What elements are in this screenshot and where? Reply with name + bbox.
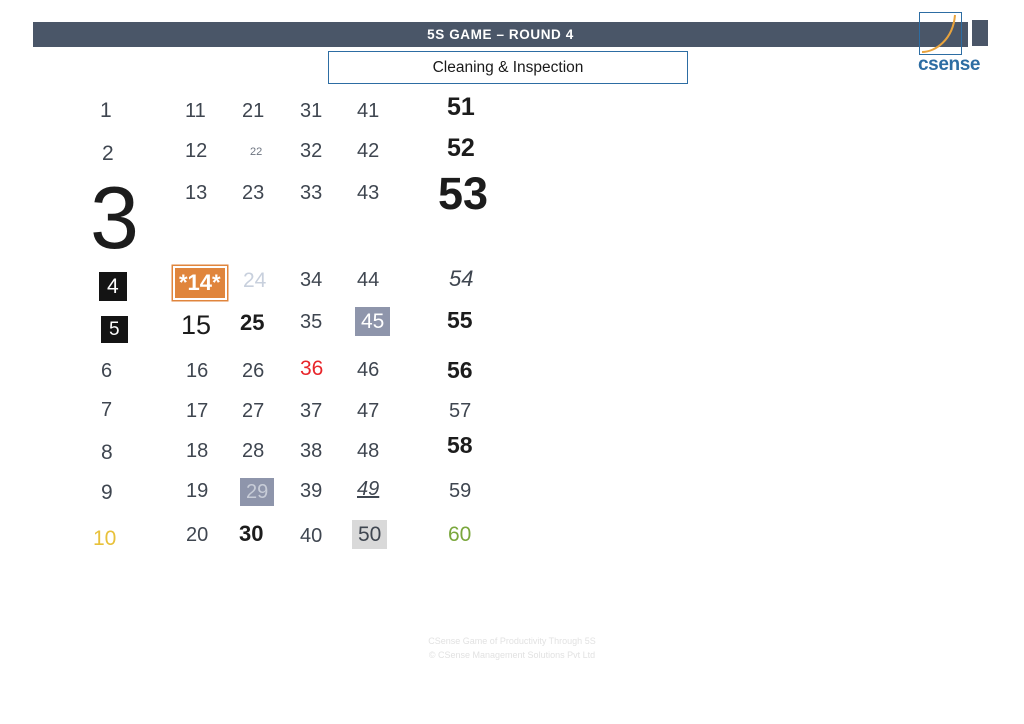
footer-line-2: © CSense Management Solutions Pvt Ltd	[428, 650, 596, 660]
grid-number-label: 31	[300, 100, 323, 122]
grid-number-46[interactable]	[357, 360, 379, 380]
grid-number-label: 30	[239, 521, 264, 546]
grid-number-label: 10	[93, 527, 117, 550]
round-theme-label: Cleaning & Inspection	[432, 58, 584, 76]
brand-logo	[910, 12, 990, 74]
grid-number-52[interactable]	[447, 136, 475, 161]
number-grid	[80, 90, 550, 570]
grid-number-8[interactable]	[101, 442, 113, 463]
grid-number-label: 59	[449, 480, 472, 502]
grid-number-label: 42	[357, 140, 380, 162]
grid-number-label: 48	[357, 440, 380, 462]
grid-number-35[interactable]	[300, 312, 322, 332]
grid-number-6[interactable]	[101, 361, 112, 381]
grid-number-18[interactable]	[186, 441, 208, 461]
grid-number-label: 2	[102, 142, 114, 165]
grid-number-label: 4	[107, 275, 119, 298]
grid-number-label: 26	[242, 360, 265, 382]
grid-number-label: 37	[300, 400, 323, 422]
grid-number-label: 3	[90, 168, 139, 267]
grid-number-label: 21	[242, 100, 265, 122]
grid-number-27[interactable]	[242, 401, 264, 421]
grid-number-label: 8	[101, 441, 113, 464]
grid-number-40[interactable]	[300, 526, 322, 546]
grid-number-16[interactable]	[186, 361, 208, 381]
grid-number-12[interactable]	[185, 141, 207, 161]
grid-number-label: 47	[357, 400, 380, 422]
grid-number-label: 57	[449, 400, 472, 422]
grid-number-19[interactable]	[186, 481, 208, 501]
grid-number-label: 52	[447, 134, 475, 162]
grid-number-32[interactable]	[300, 141, 322, 161]
grid-number-43[interactable]	[357, 183, 379, 203]
grid-number-41[interactable]	[357, 101, 379, 121]
grid-number-label: 19	[186, 480, 209, 502]
grid-number-label: 11	[185, 100, 206, 122]
grid-number-54[interactable]	[449, 268, 473, 290]
grid-number-22[interactable]	[250, 147, 262, 158]
grid-number-label: 51	[447, 93, 475, 121]
grid-number-label: 27	[242, 400, 265, 422]
grid-number-24[interactable]	[243, 270, 266, 291]
grid-number-48[interactable]	[357, 441, 379, 461]
grid-number-49[interactable]	[357, 479, 379, 499]
grid-number-label: 44	[357, 269, 380, 291]
round-theme-box	[328, 51, 688, 84]
grid-number-20[interactable]	[186, 525, 208, 545]
grid-number-30[interactable]	[239, 523, 263, 545]
grid-number-11[interactable]	[185, 101, 206, 121]
grid-number-50[interactable]	[352, 520, 387, 549]
grid-number-13[interactable]	[185, 183, 207, 203]
grid-number-17[interactable]	[186, 401, 208, 421]
grid-number-label: 45	[361, 310, 385, 333]
grid-number-label: 39	[300, 480, 323, 502]
grid-number-label: 35	[300, 311, 323, 333]
grid-number-label: 13	[185, 182, 208, 204]
grid-number-label: 25	[240, 310, 265, 335]
grid-number-label: 23	[242, 182, 265, 204]
grid-number-37[interactable]	[300, 401, 322, 421]
grid-number-36[interactable]	[300, 358, 323, 379]
grid-number-15[interactable]	[181, 312, 211, 339]
grid-number-label: 53	[438, 168, 489, 219]
grid-number-label: 41	[357, 100, 380, 122]
grid-number-23[interactable]	[242, 183, 264, 203]
grid-number-60[interactable]	[448, 524, 471, 545]
grid-number-label: 1	[100, 99, 112, 122]
grid-number-51[interactable]	[447, 95, 475, 120]
slide-title-bar	[33, 22, 968, 47]
grid-number-45[interactable]	[355, 307, 390, 336]
grid-number-label: 56	[447, 357, 473, 383]
grid-number-label: 32	[300, 140, 323, 162]
grid-number-label: 6	[101, 360, 113, 382]
grid-number-1[interactable]	[100, 100, 112, 121]
grid-number-38[interactable]	[300, 441, 322, 461]
grid-number-label: 38	[300, 440, 323, 462]
grid-number-label: 34	[300, 269, 323, 291]
grid-number-56[interactable]	[447, 359, 473, 382]
grid-number-31[interactable]	[300, 101, 322, 121]
grid-number-label: 15	[181, 310, 212, 340]
grid-number-55[interactable]	[447, 309, 473, 332]
grid-number-59[interactable]	[449, 481, 471, 501]
grid-number-label: 24	[243, 269, 267, 292]
grid-number-label: *14*	[179, 270, 221, 295]
grid-number-label: 33	[300, 182, 323, 204]
grid-number-39[interactable]	[300, 481, 322, 501]
grid-number-label: 54	[449, 266, 474, 291]
grid-number-label: 28	[242, 440, 265, 462]
grid-number-25[interactable]	[240, 312, 264, 334]
solid-block-icon	[972, 20, 988, 46]
grid-number-57[interactable]	[449, 401, 471, 421]
grid-number-7[interactable]	[101, 400, 112, 420]
grid-number-label: 16	[186, 360, 209, 382]
grid-number-label: 20	[186, 524, 209, 546]
grid-number-label: 5	[109, 319, 120, 340]
grid-number-28[interactable]	[242, 441, 264, 461]
grid-number-label: 17	[186, 400, 209, 422]
grid-number-42[interactable]	[357, 141, 379, 161]
grid-number-5[interactable]	[101, 316, 128, 343]
grid-number-47[interactable]	[357, 401, 379, 421]
grid-number-label: 60	[448, 523, 472, 546]
grid-number-33[interactable]	[300, 183, 322, 203]
grid-number-label: 7	[101, 399, 113, 421]
grid-number-58[interactable]	[447, 434, 473, 457]
grid-number-label: 46	[357, 359, 380, 381]
grid-number-label: 36	[300, 357, 324, 380]
grid-number-label: 55	[447, 307, 473, 333]
grid-number-label: 40	[300, 525, 323, 547]
brand-wordmark: csense	[918, 54, 981, 75]
grid-number-10[interactable]	[93, 528, 116, 549]
footer	[0, 634, 1024, 662]
grid-number-label: 18	[186, 440, 209, 462]
grid-number-29[interactable]	[240, 478, 274, 506]
grid-number-14[interactable]	[175, 268, 225, 298]
grid-number-label: 58	[447, 432, 473, 458]
grid-number-2[interactable]	[102, 143, 114, 164]
grid-number-44[interactable]	[357, 270, 379, 290]
grid-number-53[interactable]	[438, 168, 489, 219]
grid-number-label: 22	[250, 146, 263, 158]
grid-number-label: 9	[101, 481, 113, 504]
grid-number-21[interactable]	[242, 101, 264, 121]
grid-number-label: 12	[185, 140, 208, 162]
grid-number-label: 49	[357, 478, 380, 500]
grid-number-label: 43	[357, 182, 380, 204]
grid-number-label: 29	[246, 481, 269, 503]
grid-number-4[interactable]	[99, 272, 127, 301]
grid-number-26[interactable]	[242, 361, 264, 381]
swoosh-curve-icon	[919, 12, 962, 55]
grid-number-34[interactable]	[300, 270, 322, 290]
grid-number-9[interactable]	[101, 482, 113, 503]
grid-number-label: 50	[358, 523, 382, 546]
grid-number-3[interactable]	[90, 168, 139, 267]
footer-line-1: CSense Game of Productivity Through 5S	[428, 636, 596, 646]
page-title: 5S GAME – ROUND 4	[427, 27, 574, 42]
